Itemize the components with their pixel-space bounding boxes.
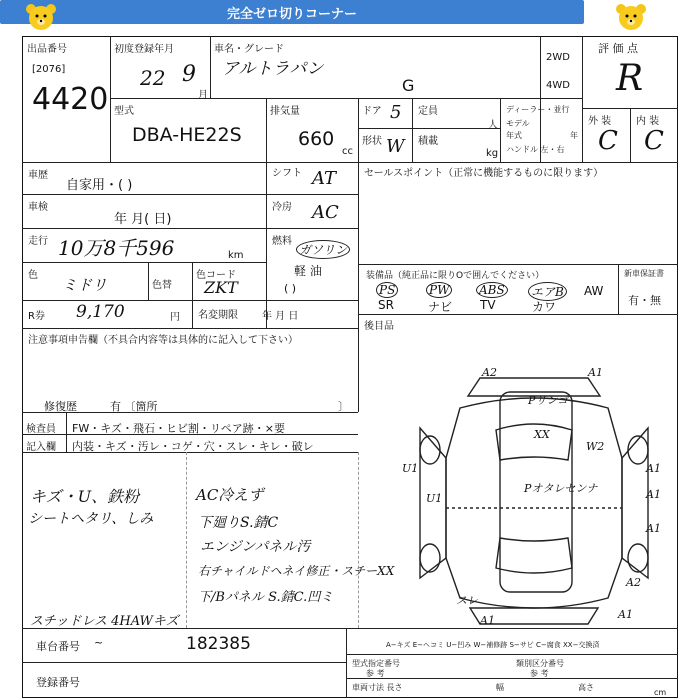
mileage-unit: km	[228, 250, 244, 261]
model-label: 型式	[114, 106, 134, 117]
rating-ext-label: 外 装	[588, 116, 612, 127]
shape-label: 形状	[362, 136, 382, 147]
rear-seat-label: 後目品	[364, 321, 394, 332]
rating-int: C	[644, 126, 664, 156]
load-unit: kg	[486, 148, 499, 159]
note-right-1: AC冷えず	[196, 486, 264, 504]
note-right-2: 下廻りS.錆C	[198, 515, 279, 531]
registration-unit: 月	[198, 90, 208, 101]
recycle-unit: 円	[170, 312, 180, 323]
diagram-label-1: A1	[588, 368, 603, 379]
rating-int-label: 内 装	[636, 116, 660, 127]
chassis-value: 182385	[186, 634, 251, 654]
dealer-year-unit: 年	[570, 131, 578, 140]
equip-leather: カワ	[532, 300, 557, 314]
tax-label: 名変期限	[198, 310, 238, 321]
diagram-label-0: A2	[482, 368, 497, 379]
registration-year: 22	[140, 66, 166, 90]
color-code-label: 色コード	[196, 270, 236, 281]
fuel-gas: ガソリン	[296, 240, 350, 259]
equip-tv: TV	[480, 298, 496, 312]
equip-airbag: エアB	[528, 282, 567, 301]
equip-pw: PW	[426, 282, 452, 298]
drive-2wd: 2WD	[546, 52, 570, 63]
chassis-prefix: ~	[94, 636, 104, 649]
inspector-row2: 内装・キズ・汚レ・コゲ・穴・スレ・キレ・破レ	[72, 440, 314, 453]
chassis-label: 車台番号	[36, 640, 80, 653]
diagram-label-10: A1	[646, 522, 661, 535]
registration-month: 9	[182, 62, 196, 87]
history-label: 車歴	[28, 170, 48, 181]
model-value: DBA-HE22S	[132, 124, 242, 146]
displacement-value: 660	[298, 128, 335, 150]
capacity-unit: 人	[488, 120, 498, 131]
notes-label: 注意事項申告欄（不具合内容等は具体的に記入して下さい）	[28, 335, 298, 346]
legend-model-label: 型式指定番号	[352, 659, 400, 668]
lot-code: [2076]	[32, 64, 66, 75]
history-value: 自家用・( )	[66, 178, 133, 193]
displacement-label: 排気量	[270, 106, 300, 117]
legend-ref2: 参 考	[530, 669, 549, 678]
load-label: 積載	[418, 136, 438, 147]
registration-label: 初度登録年月	[114, 44, 174, 55]
dealer-handle: ハンドル 左・右	[506, 145, 565, 154]
registration-no-label: 登録番号	[36, 676, 80, 689]
dealer-label: ディーラー・並行	[506, 105, 570, 114]
diagram-label-5: U1	[402, 462, 419, 475]
legend-height-label: 高さ	[578, 683, 594, 692]
rating-score: R	[616, 58, 644, 99]
shape-value: W	[386, 136, 405, 157]
diagram-label-7: U1	[426, 492, 443, 505]
lot-number: 4420	[32, 82, 109, 117]
recycle-value: 9,170	[76, 302, 125, 322]
color-code: ZKT	[204, 278, 238, 297]
recycle-label: R券	[28, 311, 45, 322]
diagram-label-11: A2	[626, 576, 641, 589]
note-bottom: スチッドレス 4HAWキズ	[30, 614, 179, 629]
inspection-label: 車検	[28, 202, 48, 213]
dealer-year-label: 年式	[506, 131, 522, 140]
capacity-label: 定員	[418, 106, 438, 117]
car-grade: G	[402, 76, 415, 95]
equip-abs: ABS	[476, 282, 508, 298]
shift-value: AT	[312, 168, 337, 189]
ac-value: AC	[312, 202, 339, 223]
equipment-label: 装備品（純正品に限りOで囲んでください）	[366, 271, 545, 281]
legend-unit: cm	[654, 688, 667, 697]
displacement-unit: cc	[342, 146, 353, 157]
note-right-5: 下/Bパネル S.錆C.凹ミ	[198, 590, 334, 605]
inspector-row1-label: 検査員	[26, 424, 56, 435]
fuel-diesel: 軽 油	[294, 264, 322, 278]
car-name: アルトラパン	[222, 59, 324, 79]
legend: A−キズ E−ヘコミ U−凹み W−補修跡 S−サビ C−腐食 XX−交換済	[386, 641, 600, 649]
repair-close: 〕	[338, 400, 349, 413]
color-replace-label: 色替	[152, 280, 172, 291]
inspector-row1: FW・キズ・飛石・ヒビ割・リペア跡・×要	[72, 422, 285, 435]
car-label: 車名・グレード	[214, 44, 284, 55]
legend-class-label: 類別区分番号	[516, 659, 564, 668]
mileage-value: 10万8千596	[58, 236, 175, 260]
equip-sr: SR	[378, 298, 394, 312]
legend-size-label: 車両寸法 長さ	[352, 683, 403, 692]
doors-value: 5	[390, 102, 402, 123]
diagram-label-9: A1	[646, 488, 661, 501]
diagram-label-8: Pオタレセンナ	[524, 482, 598, 495]
lot-label: 出品番号	[27, 44, 67, 55]
equip-aw: AW	[584, 284, 604, 298]
warranty-label: 新車保証書	[624, 269, 664, 278]
diagram-label-12: スレ	[456, 594, 478, 607]
equip-ps: PS	[376, 282, 398, 298]
doors-label: ドア	[362, 106, 382, 117]
diagram-label-4: W2	[586, 440, 605, 453]
fuel-other: ( )	[284, 282, 297, 295]
rating-label: 評 価 点	[598, 42, 638, 55]
bear-mascot-right-icon	[614, 2, 648, 32]
shift-label: シフト	[272, 168, 302, 179]
equip-navi: ナビ	[428, 300, 453, 314]
legend-ref1: 参 考	[366, 669, 385, 678]
diagram-label-2: Pリンゴ	[528, 394, 569, 407]
repair-label: 修復歴	[44, 400, 77, 413]
legend-width-label: 幅	[496, 683, 504, 692]
diagram-label-6: A1	[646, 462, 661, 475]
warranty-value: 有・無	[628, 294, 661, 307]
note-left-1: キズ・U、鉄粉	[30, 487, 140, 506]
tax-value: 年 月 日	[262, 311, 299, 322]
note-left-2: シートヘタリ、しみ	[28, 511, 154, 527]
note-right-4: 右チャイルドヘネイ修正・スチーXX	[198, 564, 395, 578]
diagram-label-13: A1	[480, 614, 495, 627]
diagram-label-14: A1	[618, 608, 633, 621]
drive-4wd: 4WD	[546, 80, 570, 91]
note-right-3: エンジンパネル汚	[200, 539, 311, 555]
diagram-label-3: XX	[534, 428, 550, 441]
ac-label: 冷房	[272, 202, 292, 213]
page-title: 完全ゼロ切りコーナー	[0, 0, 584, 24]
repair-value: 有 〔箇所	[110, 400, 158, 413]
mileage-label: 走行	[28, 236, 48, 247]
fuel-label: 燃料	[272, 236, 292, 247]
color-value: ミドリ	[62, 276, 108, 294]
car-damage-diagram	[400, 368, 668, 628]
rating-ext: C	[598, 126, 618, 156]
sales-label: セールスポイント（正常に機能するものに限ります）	[364, 168, 604, 179]
inspector-row2-label: 記入欄	[26, 442, 56, 453]
dealer-model-year: モデル	[506, 119, 530, 128]
color-label: 色	[28, 270, 38, 281]
bear-mascot-left-icon	[24, 2, 58, 32]
inspection-value: 年 月( 日)	[114, 212, 172, 227]
